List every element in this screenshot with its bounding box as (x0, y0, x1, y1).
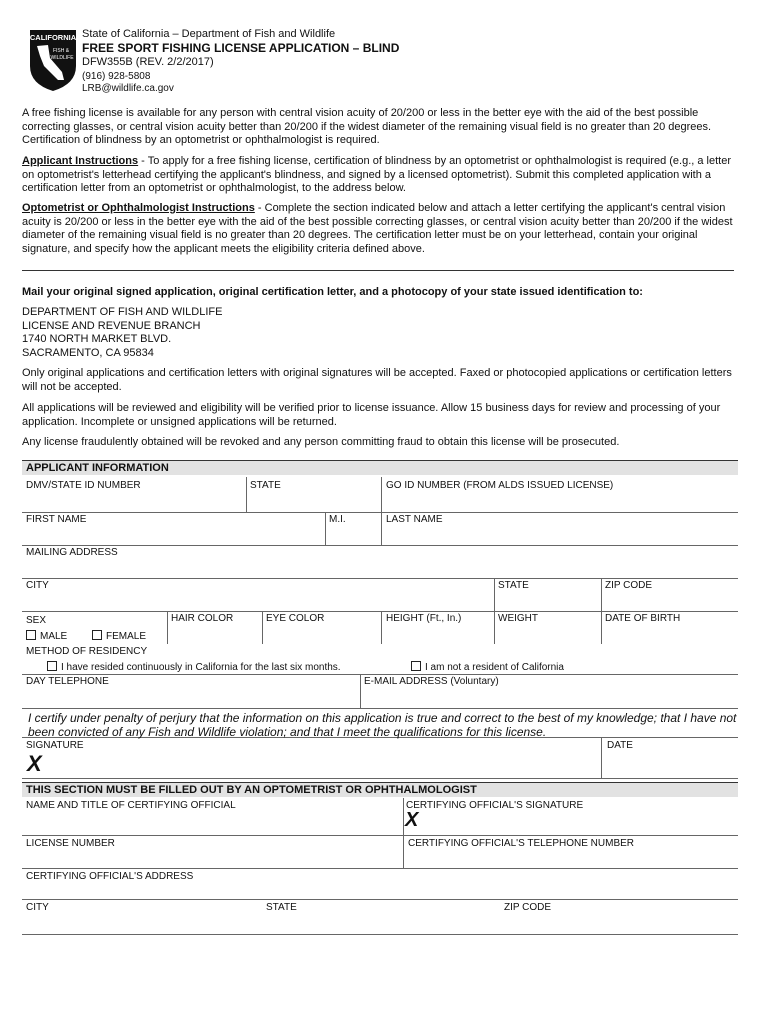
signature-label: SIGNATURE (26, 740, 84, 751)
note-original-only: Only original applications and certification letters with original signatures will be accepted. Faxed or photocopied applications or certification letters will not be accepted. (22, 367, 732, 393)
col-line (403, 798, 404, 868)
date-field[interactable]: DATE (607, 740, 633, 751)
col-line (601, 737, 602, 778)
day-telephone-field[interactable]: DAY TELEPHONE (26, 676, 109, 687)
checkbox-icon[interactable] (47, 661, 57, 671)
first-name-field[interactable]: FIRST NAME (26, 514, 87, 525)
col-line (262, 611, 263, 644)
address-line: DEPARTMENT OF FISH AND WILDLIFE (22, 306, 223, 318)
official-name-title-field[interactable]: NAME AND TITLE OF CERTIFYING OFFICIAL (26, 800, 236, 811)
email-field[interactable]: E-MAIL ADDRESS (Voluntary) (364, 676, 499, 687)
row-line (22, 512, 738, 513)
official-zip-field[interactable]: ZIP CODE (504, 902, 552, 913)
col-line (381, 611, 382, 644)
certification-statement: I certify under penalty of perjury that the information on this application is true and correct to the best of my knowledge; that I have not been convicted of any Fish and Wildlife violation; and that I meet the qualifications for this license. (28, 711, 737, 739)
row-line (22, 899, 738, 900)
official-signature-field[interactable]: X (405, 809, 419, 831)
address-line: LICENSE AND REVENUE BRANCH (22, 319, 201, 332)
svg-text:FISH &: FISH & (52, 48, 70, 54)
male-label: MALE (40, 631, 68, 642)
address-line: 1740 NORTH MARKET BLVD. (22, 333, 172, 345)
row-line (22, 545, 738, 546)
applicant-instructions (22, 155, 744, 196)
row-line (22, 934, 738, 935)
col-line (601, 611, 602, 644)
mail-heading: Mail your original signed application, original certification letter, and a photocopy of your state issued identification to: (22, 286, 643, 298)
row-line (22, 868, 738, 869)
col-line (167, 611, 168, 644)
row-line (22, 578, 738, 579)
divider (22, 270, 734, 271)
zip-code-field[interactable]: ZIP CODE (605, 580, 653, 591)
row-line (22, 674, 738, 675)
resident-option-label: I have resided continuously in California for the last six months. (61, 662, 341, 673)
official-signature-label: CERTIFYING OFFICIAL'S SIGNATURE (406, 800, 584, 811)
mailing-address-field[interactable]: MAILING ADDRESS (26, 547, 118, 558)
optometrist-instructions-heading: Optometrist or Ophthalmologist Instructions (22, 202, 255, 214)
note-review: All applications will be reviewed and eligibility will be verified prior to license issuance. Allow 15 business days for review and processing of your application. Incomplete or unsigned applications will be returned. (22, 402, 721, 428)
official-city-field[interactable]: CITY (26, 902, 49, 913)
optometrist-instructions (22, 202, 744, 256)
id-state-field[interactable]: STATE (250, 480, 281, 491)
dmv-id-field[interactable]: DMV/STATE ID NUMBER (26, 480, 141, 491)
svg-text:CALIFORNIA: CALIFORNIA (29, 33, 77, 42)
nonresident-option-label: I am not a resident of California (425, 662, 564, 673)
row-line (22, 778, 738, 779)
official-state-field[interactable]: STATE (266, 902, 297, 913)
nonresident-checkbox[interactable] (411, 661, 564, 674)
state-field[interactable]: STATE (498, 580, 529, 591)
applicant-section-heading: APPLICANT INFORMATION (22, 460, 738, 475)
city-field[interactable]: CITY (26, 580, 49, 591)
last-name-field[interactable]: LAST NAME (386, 514, 443, 525)
resident-checkbox[interactable] (47, 661, 341, 674)
checkbox-icon[interactable] (26, 630, 36, 640)
applicant-instructions-heading: Applicant Instructions (22, 155, 139, 167)
weight-field[interactable]: WEIGHT (498, 613, 538, 624)
email-address: LRB@wildlife.ca.gov (82, 83, 174, 94)
eye-color-field[interactable]: EYE COLOR (266, 613, 325, 624)
col-line (601, 578, 602, 611)
row-line (22, 835, 738, 836)
date-of-birth-field[interactable]: DATE OF BIRTH (605, 613, 681, 624)
applicant-signature-field[interactable]: X (27, 751, 42, 776)
form-number: DFW355B (REV. 2/2/2017) (82, 56, 214, 68)
phone-number: (916) 928-5808 (82, 71, 151, 82)
agency-name: State of California – Department of Fish and Wildlife (82, 28, 336, 40)
middle-initial-field[interactable]: M.I. (329, 514, 346, 525)
checkbox-icon[interactable] (92, 630, 102, 640)
mailing-address-block (22, 306, 744, 360)
residency-label: METHOD OF RESIDENCY (26, 646, 148, 657)
optometrist-instructions-text: - Complete the section indicated below and attach a letter certifying the applicant's central vision acuity is 20/200 or less in the better eye with the aid of the best possible correcting glasses, or central vision acuity better than 20/200 if the widest diameter of the remaining visual field is no greater than 20 degrees. The certification letter must be on your letterhead, contain your original signature, and specify how the applicant meets the eligibility criteria defined above. (22, 202, 733, 255)
intro-paragraph: A free fishing license is available for any person with central vision acuity of 20/200 or less in the better eye with the aid of the best possible correcting glasses, or central vision acuity better than 20/200 if the widest diameter of the remaining visual field is no greater than 20 degrees. Certification of blindness by an optometrist or ophthalmologist is required. (22, 107, 712, 146)
hair-color-field[interactable]: HAIR COLOR (171, 613, 234, 624)
svg-text:WILDLIFE: WILDLIFE (50, 55, 74, 61)
col-line (360, 674, 361, 708)
col-line (494, 578, 495, 611)
height-field[interactable]: HEIGHT (Ft., In.) (386, 613, 462, 624)
female-checkbox[interactable] (92, 630, 146, 643)
california-fish-wildlife-logo (28, 28, 78, 92)
official-section-heading: THIS SECTION MUST BE FILLED OUT BY AN OPTOMETRIST OR OPHTHALMOLOGIST (22, 782, 738, 797)
sex-label: SEX (26, 615, 47, 626)
official-address-field[interactable]: CERTIFYING OFFICIAL'S ADDRESS (26, 871, 194, 882)
address-line: SACRAMENTO, CA 95834 (22, 346, 154, 359)
official-telephone-field[interactable]: CERTIFYING OFFICIAL'S TELEPHONE NUMBER (408, 838, 635, 849)
go-id-field[interactable]: GO ID NUMBER (FROM ALDS ISSUED LICENSE) (386, 480, 614, 491)
row-line (22, 611, 738, 612)
row-line (22, 708, 738, 709)
col-line (381, 477, 382, 512)
col-line (246, 477, 247, 512)
col-line (494, 611, 495, 644)
license-number-field[interactable]: LICENSE NUMBER (26, 838, 115, 849)
form-title: FREE SPORT FISHING LICENSE APPLICATION – BLIND (82, 41, 400, 55)
female-label: FEMALE (106, 631, 147, 642)
applicant-instructions-text: - To apply for a free fishing license, certification of blindness by an optometrist or ophthalmologist is required (e.g., a letter on optometrist's letterhead certifying the applicant's blindness, and signed by a licensed optometrist). Submit this completed application with a certification letter from an optometrist or ophthalmologist, to the address below. (22, 155, 732, 194)
col-line (325, 512, 326, 545)
male-checkbox[interactable] (26, 630, 67, 643)
note-fraud: Any license fraudulently obtained will be revoked and any person committing fraud to obtain this license will be prosecuted. (22, 436, 620, 448)
col-line (381, 512, 382, 545)
checkbox-icon[interactable] (411, 661, 421, 671)
